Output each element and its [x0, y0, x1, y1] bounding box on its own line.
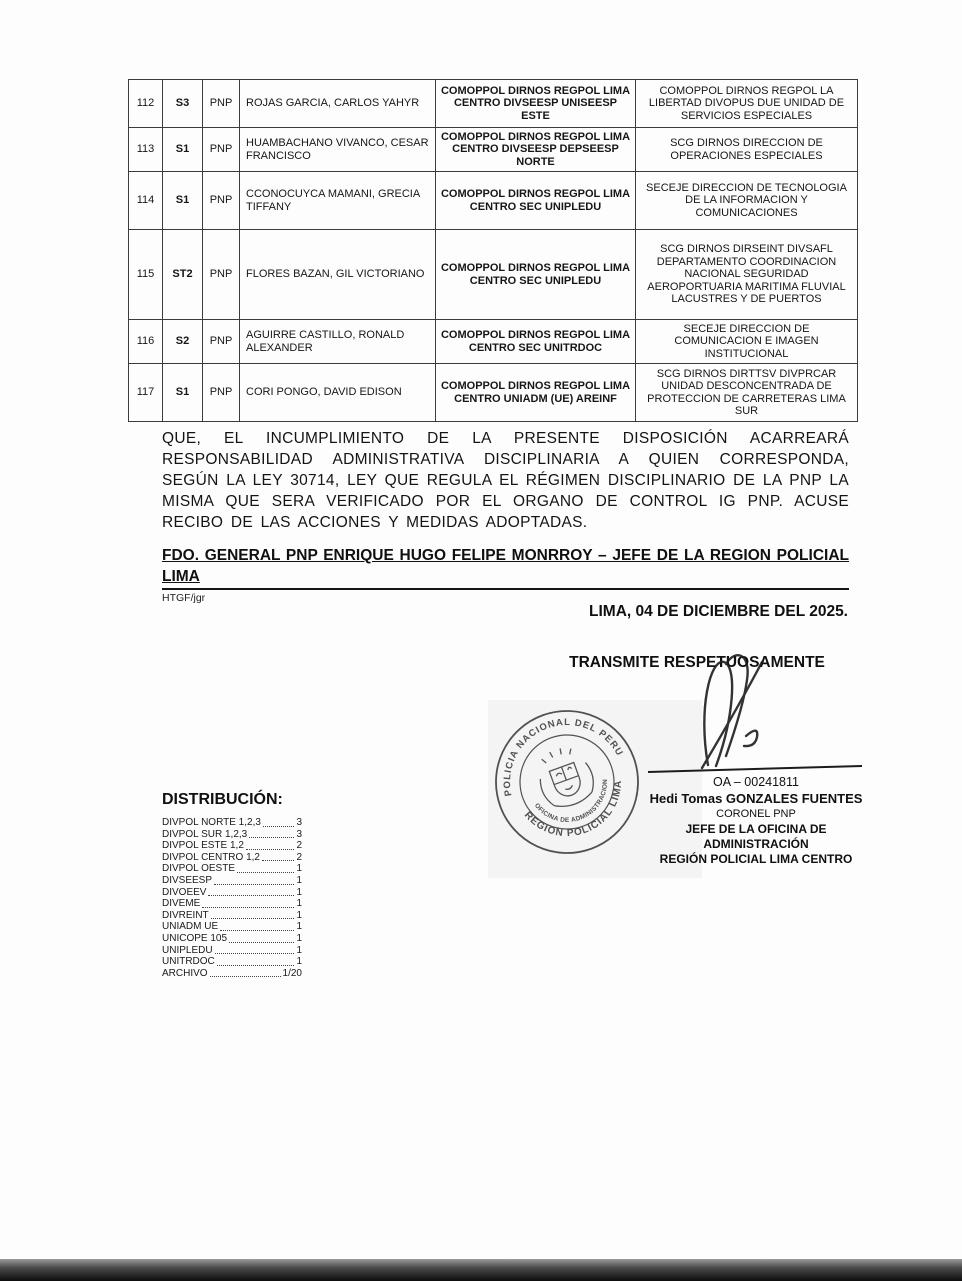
cell-number: 112	[129, 80, 163, 128]
dist-label: UNICOPE 105	[162, 932, 228, 944]
leader-dots	[215, 953, 295, 954]
dist-count: 2	[296, 840, 302, 852]
cell-destination-unit: COMOPPOL DIRNOS REGPOL LA LIBERTAD DIVOPUS DUE UNIDAD DE SERVICIOS ESPECIALES	[636, 80, 858, 128]
leader-dots	[217, 965, 295, 966]
leader-dots	[208, 895, 294, 896]
signer-block	[640, 775, 872, 867]
signer-title: JEFE DE LA OFICINA DE ADMINISTRACIÓN	[685, 822, 827, 851]
cell-name: CORI PONGO, DAVID EDISON	[240, 364, 436, 422]
cell-number: 115	[129, 230, 163, 320]
dist-label: DIVPOL NORTE 1,2,3	[162, 817, 261, 828]
dist-label: ARCHIVO	[162, 967, 208, 979]
leader-dots	[249, 837, 294, 838]
dist-label: DIVPOL CENTRO 1,2	[162, 851, 260, 863]
dist-label: DIVOEEV	[162, 886, 207, 898]
dist-label: UNITRDOC	[162, 956, 215, 968]
dist-count: 1	[296, 956, 302, 968]
dist-label: DIVSEESP	[162, 874, 213, 886]
cell-current-unit: COMOPPOL DIRNOS REGPOL LIMA CENTRO UNIADM (UE) AREINF	[436, 364, 636, 422]
signer-rank: CORONEL PNP	[716, 808, 796, 820]
cell-grade: S3	[163, 80, 203, 128]
cell-grade: S1	[163, 172, 203, 230]
dist-count: 1	[296, 909, 302, 921]
round-seal-icon	[476, 691, 658, 873]
leader-dots	[229, 942, 294, 943]
cell-grade: ST2	[163, 230, 203, 320]
oa-number: OA – 00241811	[713, 775, 799, 789]
cell-current-unit: COMOPPOL DIRNOS REGPOL LIMA CENTRO DIVSEESP DEPSEESP NORTE	[436, 128, 636, 172]
cell-number: 113	[129, 128, 163, 172]
dist-label: DIVEME	[162, 898, 201, 910]
cell-institution: PNP	[203, 128, 240, 172]
cell-current-unit: COMOPPOL DIRNOS REGPOL LIMA CENTRO SEC UNITRDOC	[436, 320, 636, 364]
leader-dots	[211, 918, 295, 919]
list-item	[162, 910, 302, 922]
dist-label: DIVREINT	[162, 909, 209, 921]
cell-name: CCONOCUYCA MAMANI, GRECIA TIFFANY	[240, 172, 436, 230]
coat-of-arms-icon	[531, 741, 600, 813]
list-item	[162, 898, 302, 910]
list-item	[162, 921, 302, 933]
cell-destination-unit: SECEJE DIRECCION DE COMUNICACION E IMAGEN INSTITUCIONAL	[636, 320, 858, 364]
cell-institution: PNP	[203, 172, 240, 230]
cell-number: 114	[129, 172, 163, 230]
date-line: LIMA, 04 DE DICIEMBRE DEL 2025.	[589, 603, 848, 620]
cell-institution: PNP	[203, 230, 240, 320]
cell-institution: PNP	[203, 364, 240, 422]
dist-label: DIVPOL SUR 1,2,3	[162, 828, 248, 840]
personnel-table	[128, 79, 858, 422]
dist-count: 1	[296, 886, 302, 898]
leader-dots	[262, 860, 294, 861]
dist-label: UNIPLEDU	[162, 944, 213, 956]
cell-name: ROJAS GARCIA, CARLOS YAHYR	[240, 80, 436, 128]
initials-reference: HTGF/jgr	[162, 592, 206, 604]
table-row	[129, 320, 858, 364]
cell-name: AGUIRRE CASTILLO, RONALD ALEXANDER	[240, 320, 436, 364]
list-item	[162, 956, 302, 968]
transmit-line: TRANSMITE RESPETUOSAMENTE	[569, 654, 825, 671]
cell-grade: S1	[163, 128, 203, 172]
cell-destination-unit: SCG DIRNOS DIRSEINT DIVSAFL DEPARTAMENTO COORDINACION NACIONAL SEGURIDAD AEROPORTUARIA MARITIMA FLUVIAL LACUSTRES Y DE PUERTOS	[636, 230, 858, 320]
dist-count: 3	[296, 828, 302, 840]
dist-count: 1	[296, 944, 302, 956]
dist-label: UNIADM UE	[162, 921, 219, 933]
table-row	[129, 364, 858, 422]
seal-bottom-text: REGION POLICIAL LIMA	[521, 779, 625, 840]
dist-label: DIVPOL ESTE 1,2	[162, 840, 244, 852]
list-item	[162, 852, 302, 864]
table-row	[129, 172, 858, 230]
dist-count: 1/20	[282, 967, 302, 979]
seal-top-text: POLICIA NACIONAL DEL PERU	[501, 716, 626, 798]
table-row	[129, 230, 858, 320]
dist-count: 1	[296, 863, 302, 875]
cell-number: 117	[129, 364, 163, 422]
dist-count: 1	[296, 921, 302, 933]
body-paragraph: QUE, EL INCUMPLIMIENTO DE LA PRESENTE DISPOSICIÓN ACARREARÁ RESPONSABILIDAD ADMINISTRATIVA DISCIPLINARIA A QUIEN CORRESPONDA, SEGÚN LA LEY 30714, LEY QUE REGULA EL RÉGIMEN DISCIPLINARIO DE LA PNP LA MISMA QUE SERA VERIFICADO POR EL ORGANO DE CONTROL IG PNP. ACUSE RECIBO DE LAS ACCIONES Y MEDIDAS ADOPTADAS.	[162, 430, 849, 531]
dist-count: 1	[296, 932, 302, 944]
fdo-signature-line: FDO. GENERAL PNP ENRIQUE HUGO FELIPE MONRROY – JEFE DE LA REGION POLICIAL LIMA	[162, 547, 849, 585]
cell-name: FLORES BAZAN, GIL VICTORIANO	[240, 230, 436, 320]
cell-name: HUAMBACHANO VIVANCO, CESAR FRANCISCO	[240, 128, 436, 172]
list-item	[162, 933, 302, 945]
cell-destination-unit: SCG DIRNOS DIRECCION DE OPERACIONES ESPECIALES	[636, 128, 858, 172]
list-item	[162, 840, 302, 852]
dist-label: DIVPOL OESTE	[162, 863, 235, 875]
leader-dots	[210, 976, 281, 977]
leader-dots	[237, 872, 294, 873]
seal-inner-text: OFICINA DE ADMINISTRACION	[532, 778, 610, 825]
signer-region: REGIÓN POLICIAL LIMA CENTRO	[659, 852, 853, 866]
leader-dots	[220, 930, 294, 931]
dist-count: 1	[296, 874, 302, 886]
leader-dots	[246, 849, 295, 850]
table-row	[129, 128, 858, 172]
handwritten-signature-icon	[702, 655, 762, 768]
leader-dots	[263, 826, 295, 827]
cell-institution: PNP	[203, 320, 240, 364]
leader-dots	[214, 884, 294, 885]
separator-rule	[162, 588, 849, 590]
list-item	[162, 817, 302, 829]
cell-current-unit: COMOPPOL DIRNOS REGPOL LIMA CENTRO SEC UNIPLEDU	[436, 172, 636, 230]
cell-destination-unit: SECEJE DIRECCION DE TECNOLOGIA DE LA INFORMACION Y COMUNICACIONES	[636, 172, 858, 230]
table-row	[129, 80, 858, 128]
list-item	[162, 887, 302, 899]
distribution-heading: DISTRIBUCIÓN:	[162, 791, 283, 808]
dist-count: 1	[296, 898, 302, 910]
list-item	[162, 863, 302, 875]
cell-grade: S1	[163, 364, 203, 422]
distribution-list	[162, 817, 302, 979]
list-item	[162, 968, 302, 980]
scan-bottom-edge	[0, 1259, 962, 1281]
cell-destination-unit: SCG DIRNOS DIRTTSV DIVPRCAR UNIDAD DESCONCENTRADA DE PROTECCION DE CARRETERAS LIMA SUR	[636, 364, 858, 422]
list-item	[162, 875, 302, 887]
dist-count: 3	[296, 817, 302, 828]
list-item	[162, 829, 302, 841]
signer-name: Hedi Tomas GONZALES FUENTES	[649, 791, 863, 806]
dist-count: 2	[296, 851, 302, 863]
cell-current-unit: COMOPPOL DIRNOS REGPOL LIMA CENTRO SEC UNIPLEDU	[436, 230, 636, 320]
cell-grade: S2	[163, 320, 203, 364]
cell-institution: PNP	[203, 80, 240, 128]
cell-number: 116	[129, 320, 163, 364]
leader-dots	[202, 907, 294, 908]
list-item	[162, 945, 302, 957]
signature-baseline	[648, 766, 862, 772]
cell-current-unit: COMOPPOL DIRNOS REGPOL LIMA CENTRO DIVSEESP UNISEESP ESTE	[436, 80, 636, 128]
